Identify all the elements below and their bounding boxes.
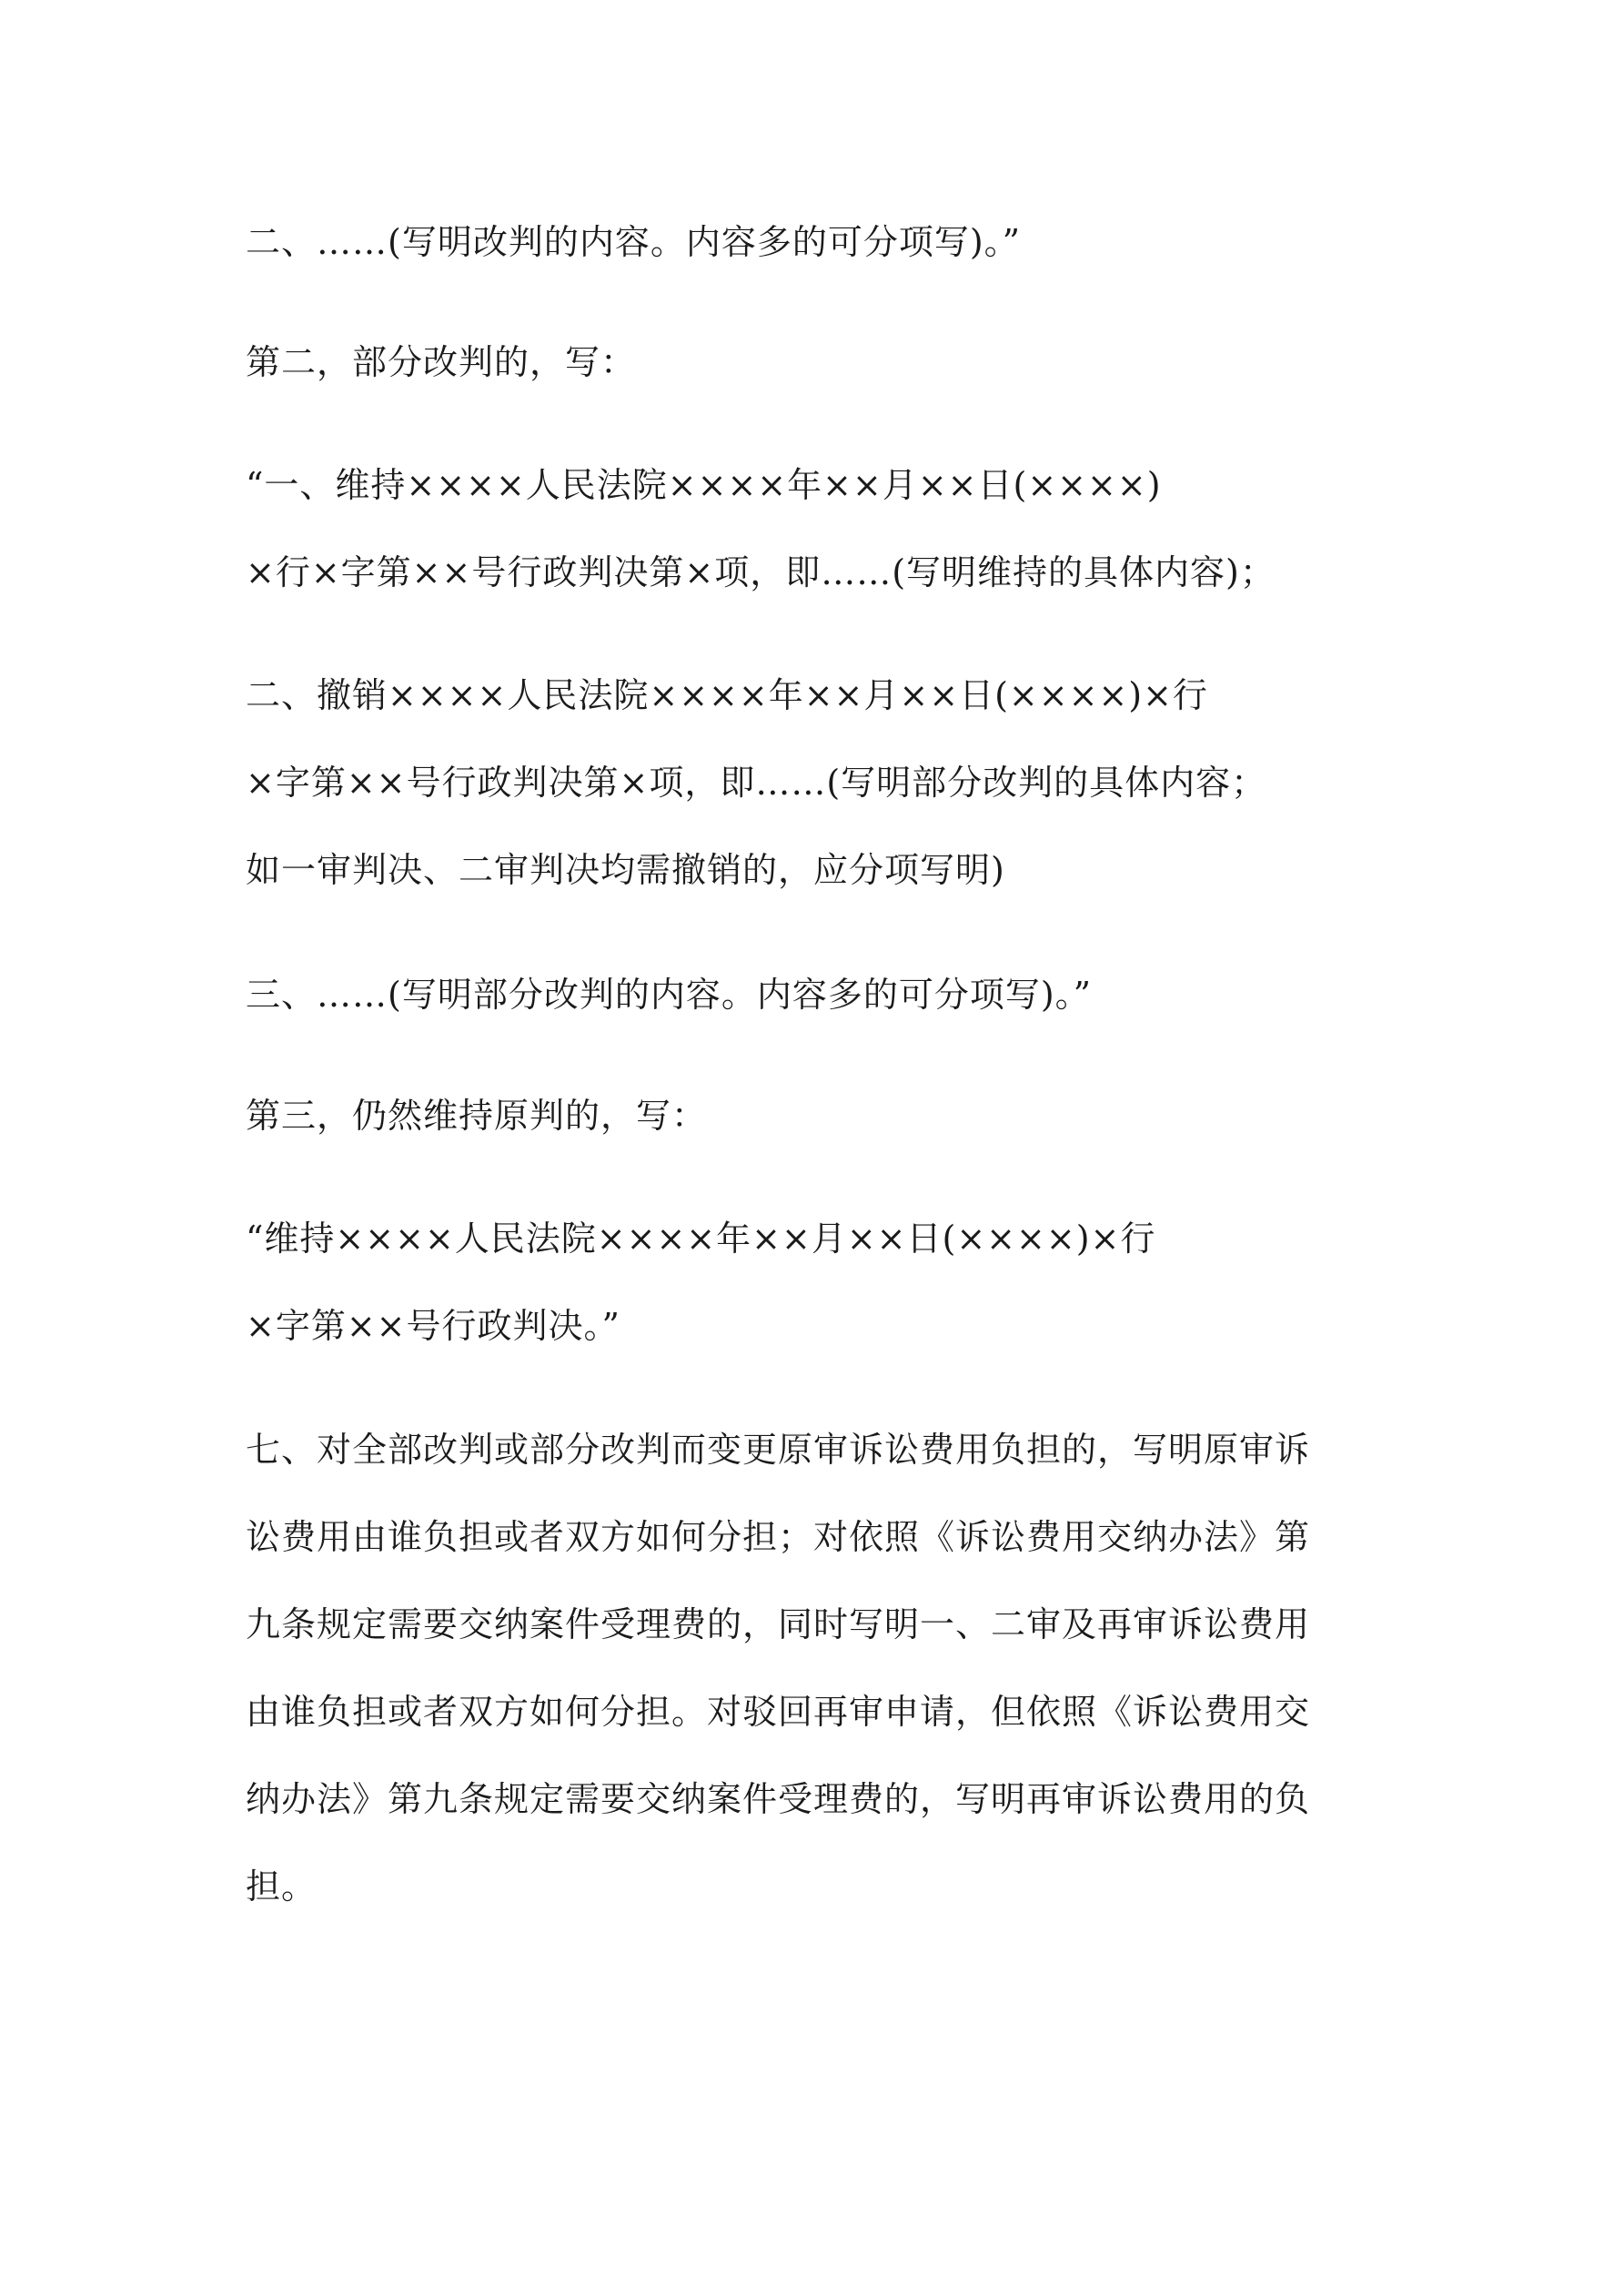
paragraph-partial-item-three: [246, 951, 1392, 1038]
text-line: 七、对全部改判或部分改判而变更原审诉讼费用负担的，写明原审诉: [246, 1430, 1311, 1470]
paragraph-full-reversal-item-two: [246, 198, 1392, 286]
paragraph-uphold-text: [246, 1195, 1392, 1370]
text-line: 二、撤销××××人民法院××××年××月××日(××××)×行: [246, 675, 1208, 715]
text-line: 第三，仍然维持原判的，写：: [246, 1096, 708, 1136]
paragraph-litigation-costs: [246, 1406, 1392, 1930]
text-line: “维持××××人民法院××××年××月××日(××××)×行: [246, 1219, 1156, 1259]
text-line: ×字第××号行政判决第×项，即……(写明部分改判的具体内容；: [246, 763, 1267, 803]
text-line: 讼费用由谁负担或者双方如何分担；对依照《诉讼费用交纳办法》第: [246, 1517, 1311, 1557]
text-line: 由谁负担或者双方如何分担。对驳回再审申请，但依照《诉讼费用交: [246, 1692, 1311, 1732]
text-line: 第二，部分改判的，写：: [246, 342, 637, 382]
text-line: “一、维持××××人民法院××××年××月××日(××××): [246, 465, 1162, 505]
text-line: ×字第××号行政判决。”: [246, 1306, 620, 1346]
paragraph-partial-reversal-heading: [246, 319, 1392, 406]
text-line: 如一审判决、二审判决均需撤销的，应分项写明): [246, 850, 1005, 890]
paragraph-uphold-heading: [246, 1072, 1392, 1159]
text-line: 二、……(写明改判的内容。内容多的可分项写)。”: [246, 222, 1022, 262]
text-line: 九条规定需要交纳案件受理费的，同时写明一、二审及再审诉讼费用: [246, 1604, 1311, 1644]
text-line: 三、……(写明部分改判的内容。内容多的可分项写)。”: [246, 975, 1093, 1015]
text-line: 担。: [246, 1866, 318, 1907]
paragraph-partial-item-one: [246, 441, 1392, 616]
text-line: ×行×字第××号行政判决第×项，即……(写明维持的具体内容)；: [246, 552, 1276, 592]
paragraph-partial-item-two: [246, 652, 1392, 914]
text-line: 纳办法》第九条规定需要交纳案件受理费的，写明再审诉讼费用的负: [246, 1779, 1311, 1819]
